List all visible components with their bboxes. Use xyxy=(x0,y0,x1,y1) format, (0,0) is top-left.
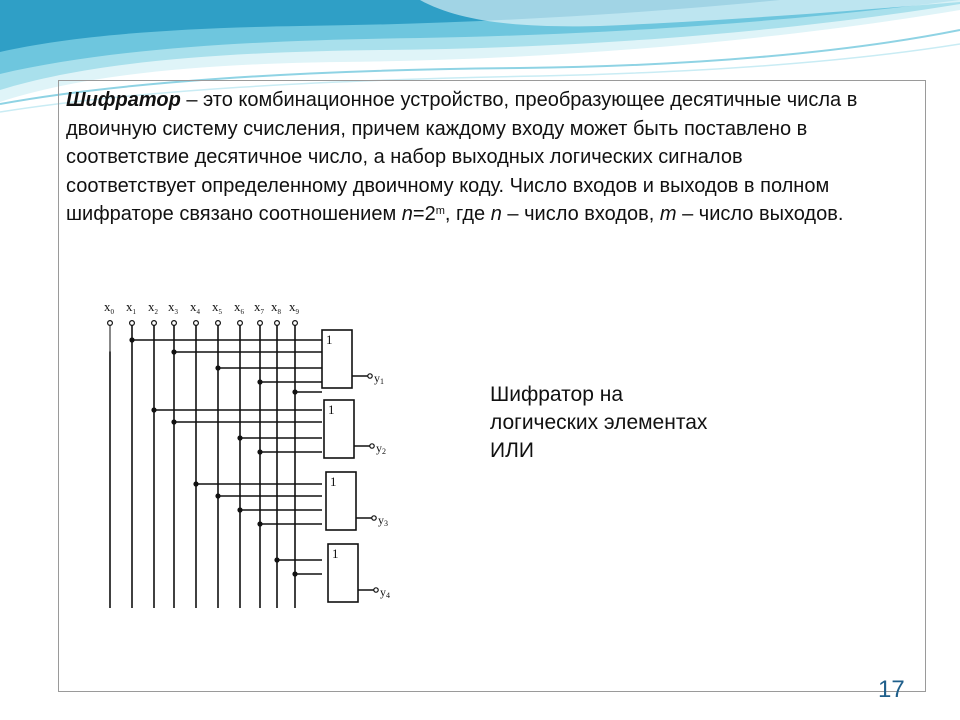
output-terminal-3 xyxy=(372,516,376,520)
or-gate-label-4: 1 xyxy=(332,546,339,561)
or-gate-label-2: 1 xyxy=(328,402,335,417)
input-terminal-8 xyxy=(275,321,280,326)
input-label-sub: 0 xyxy=(110,308,114,316)
input-label-base: x xyxy=(126,299,133,314)
variable-m: m xyxy=(659,203,677,225)
connection-dot-14 xyxy=(292,571,297,576)
formula-n: n xyxy=(401,203,413,225)
intro-text-part-3: – число входов, xyxy=(501,203,660,225)
input-label-sub: 1 xyxy=(132,308,136,316)
intro-text-part-1: – это комбинационное устройство, преобразующее десятичные числа в двоичную систему счисления, причем каждому входу может быть поставлено в соответствие десятичное число, а набор выходных логических сигналов соответствует определенному двоичному коду. Число входов и выходов в полном шифраторе связано соотношением xyxy=(66,89,858,225)
connection-dot-6 xyxy=(171,419,176,424)
intro-paragraph xyxy=(66,86,866,229)
input-label-base: x xyxy=(212,299,219,314)
input-label-sub: 6 xyxy=(240,308,244,316)
input-label-base: x xyxy=(254,299,261,314)
output-label-sub: 3 xyxy=(384,519,388,528)
output-label-base: y xyxy=(380,585,386,599)
input-label-sub: 7 xyxy=(260,308,264,316)
input-label-7 xyxy=(254,299,265,316)
intro-text-part-4: – число выходов. xyxy=(676,203,844,225)
encoder-or-gates-diagram xyxy=(96,296,416,614)
output-label-base: y xyxy=(378,513,384,527)
caption-line-3: ИЛИ xyxy=(490,439,534,462)
output-terminal-2 xyxy=(370,444,374,448)
input-terminal-7 xyxy=(258,321,263,326)
input-label-1 xyxy=(126,299,137,316)
input-terminal-5 xyxy=(216,321,221,326)
input-label-base: x xyxy=(289,299,296,314)
input-terminal-9 xyxy=(293,321,298,326)
input-label-base: x xyxy=(168,299,175,314)
input-label-sub: 4 xyxy=(196,308,200,316)
connection-dot-1 xyxy=(171,349,176,354)
output-terminal-1 xyxy=(368,374,372,378)
input-label-base: x xyxy=(271,299,278,314)
connection-dot-8 xyxy=(257,449,262,454)
output-label-4 xyxy=(380,585,390,600)
connection-dot-13 xyxy=(274,557,279,562)
input-terminal-4 xyxy=(194,321,199,326)
diagram-caption xyxy=(490,381,770,465)
connection-dot-12 xyxy=(257,521,262,526)
formula-exponent: m xyxy=(435,205,445,217)
connection-dot-5 xyxy=(151,407,156,412)
output-terminal-4 xyxy=(374,588,378,592)
input-terminal-3 xyxy=(172,321,177,326)
input-label-sub: 8 xyxy=(277,308,281,316)
input-label-6 xyxy=(234,299,245,316)
input-label-5 xyxy=(212,299,223,316)
input-label-base: x xyxy=(148,299,155,314)
input-label-9 xyxy=(289,299,300,316)
output-label-sub: 1 xyxy=(380,377,384,386)
input-label-0 xyxy=(104,299,115,316)
connection-dot-10 xyxy=(215,493,220,498)
caption-line-1: Шифратор на xyxy=(490,383,624,406)
input-label-base: x xyxy=(104,299,111,314)
input-label-sub: 5 xyxy=(218,308,222,316)
input-label-base: x xyxy=(234,299,241,314)
variable-n: n xyxy=(490,203,502,225)
output-label-base: y xyxy=(376,441,382,455)
term-encoder: Шифратор xyxy=(66,89,181,111)
output-label-base: y xyxy=(374,371,380,385)
output-label-sub: 4 xyxy=(386,591,390,600)
input-label-base: x xyxy=(190,299,197,314)
connection-dot-3 xyxy=(257,379,262,384)
connection-dot-7 xyxy=(237,435,242,440)
input-label-3 xyxy=(168,299,179,316)
input-label-8 xyxy=(271,299,282,316)
output-label-1 xyxy=(374,371,384,386)
connection-dot-2 xyxy=(215,365,220,370)
input-label-sub: 3 xyxy=(174,308,178,316)
output-label-3 xyxy=(378,513,388,528)
caption-line-2: логических элементах xyxy=(490,411,708,434)
input-label-sub: 2 xyxy=(154,308,158,316)
intro-text-part-2: , где xyxy=(444,203,491,225)
or-gate-label-1: 1 xyxy=(326,332,333,347)
input-label-2 xyxy=(148,299,159,316)
input-label-4 xyxy=(190,299,201,316)
connection-dot-4 xyxy=(292,389,297,394)
input-terminal-6 xyxy=(238,321,243,326)
input-terminal-0 xyxy=(108,321,113,326)
page-number: 17 xyxy=(878,676,905,703)
connection-dot-11 xyxy=(237,507,242,512)
connection-dot-9 xyxy=(193,481,198,486)
output-label-2 xyxy=(376,441,386,456)
or-gate-label-3: 1 xyxy=(330,474,337,489)
input-terminal-1 xyxy=(130,321,135,326)
input-label-sub: 9 xyxy=(295,308,299,316)
output-label-sub: 2 xyxy=(382,447,386,456)
formula-equals: =2 xyxy=(412,203,436,225)
input-terminal-2 xyxy=(152,321,157,326)
connection-dot-0 xyxy=(129,337,134,342)
